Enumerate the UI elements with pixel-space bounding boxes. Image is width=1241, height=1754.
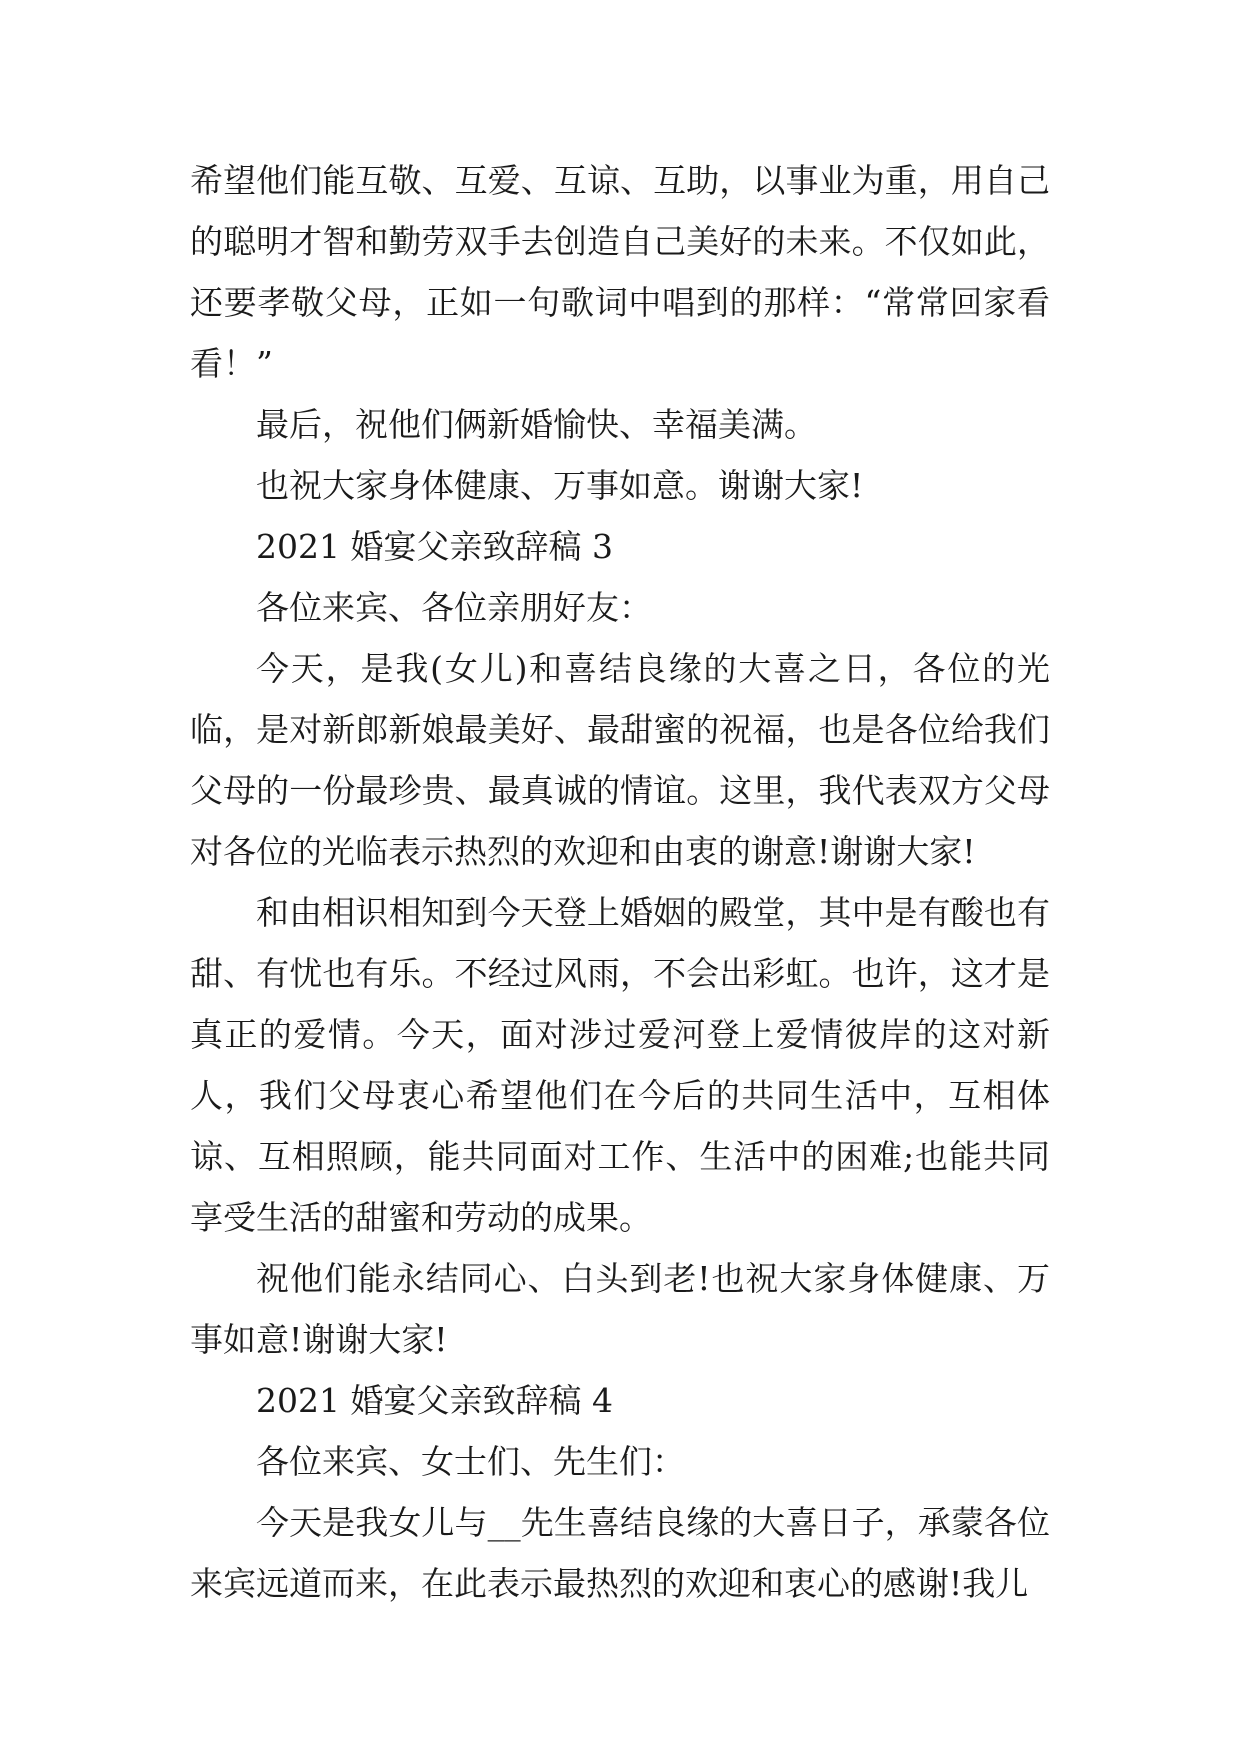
salutation: 各位来宾、女士们、先生们：	[256, 1442, 685, 1481]
paragraph: 今天，是我(女儿)和喜结良缘的大喜之日，各位的光临，是对新郎新娘最美好、最甜蜜的祝福，也是各位给我们父母的一份最珍贵、最真诚的情谊。这里，我代表双方父母对各位的光临表示热烈的欢迎和由衷的谢意!谢谢大家!	[190, 649, 1050, 871]
paragraph: 也祝大家身体健康、万事如意。谢谢大家!	[256, 466, 864, 505]
paragraph: 和由相识相知到今天登上婚姻的殿堂，其中是有酸也有甜、有忧也有乐。不经过风雨，不会出彩虹。也许，这才是真正的爱情。今天，面对涉过爱河登上爱情彼岸的这对新人，我们父母衷心希望他们在今后的共同生活中，互相体谅、互相照顾，能共同面对工作、生活中的困难;也能共同享受生活的甜蜜和劳动的成果。	[190, 893, 1050, 1237]
paragraph: 希望他们能互敬、互爱、互谅、互助，以事业为重，用自己的聪明才智和勤劳双手去创造自己美好的未来。不仅如此，还要孝敬父母，正如一句歌词中唱到的那样：“常常回家看看！”	[190, 161, 1050, 383]
salutation: 各位来宾、各位亲朋好友：	[256, 588, 652, 627]
section-heading: 2021 婚宴父亲致辞稿 3	[256, 527, 613, 566]
paragraph: 祝他们能永结同心、白头到老!也祝大家身体健康、万事如意!谢谢大家!	[190, 1259, 1050, 1359]
document-body	[190, 150, 1050, 1614]
paragraph: 今天是我女儿与__先生喜结良缘的大喜日子，承蒙各位来宾远道而来，在此表示最热烈的欢迎和衷心的感谢!我儿	[190, 1503, 1050, 1603]
section-heading: 2021 婚宴父亲致辞稿 4	[256, 1381, 613, 1420]
paragraph: 最后，祝他们俩新婚愉快、幸福美满。	[256, 405, 817, 444]
